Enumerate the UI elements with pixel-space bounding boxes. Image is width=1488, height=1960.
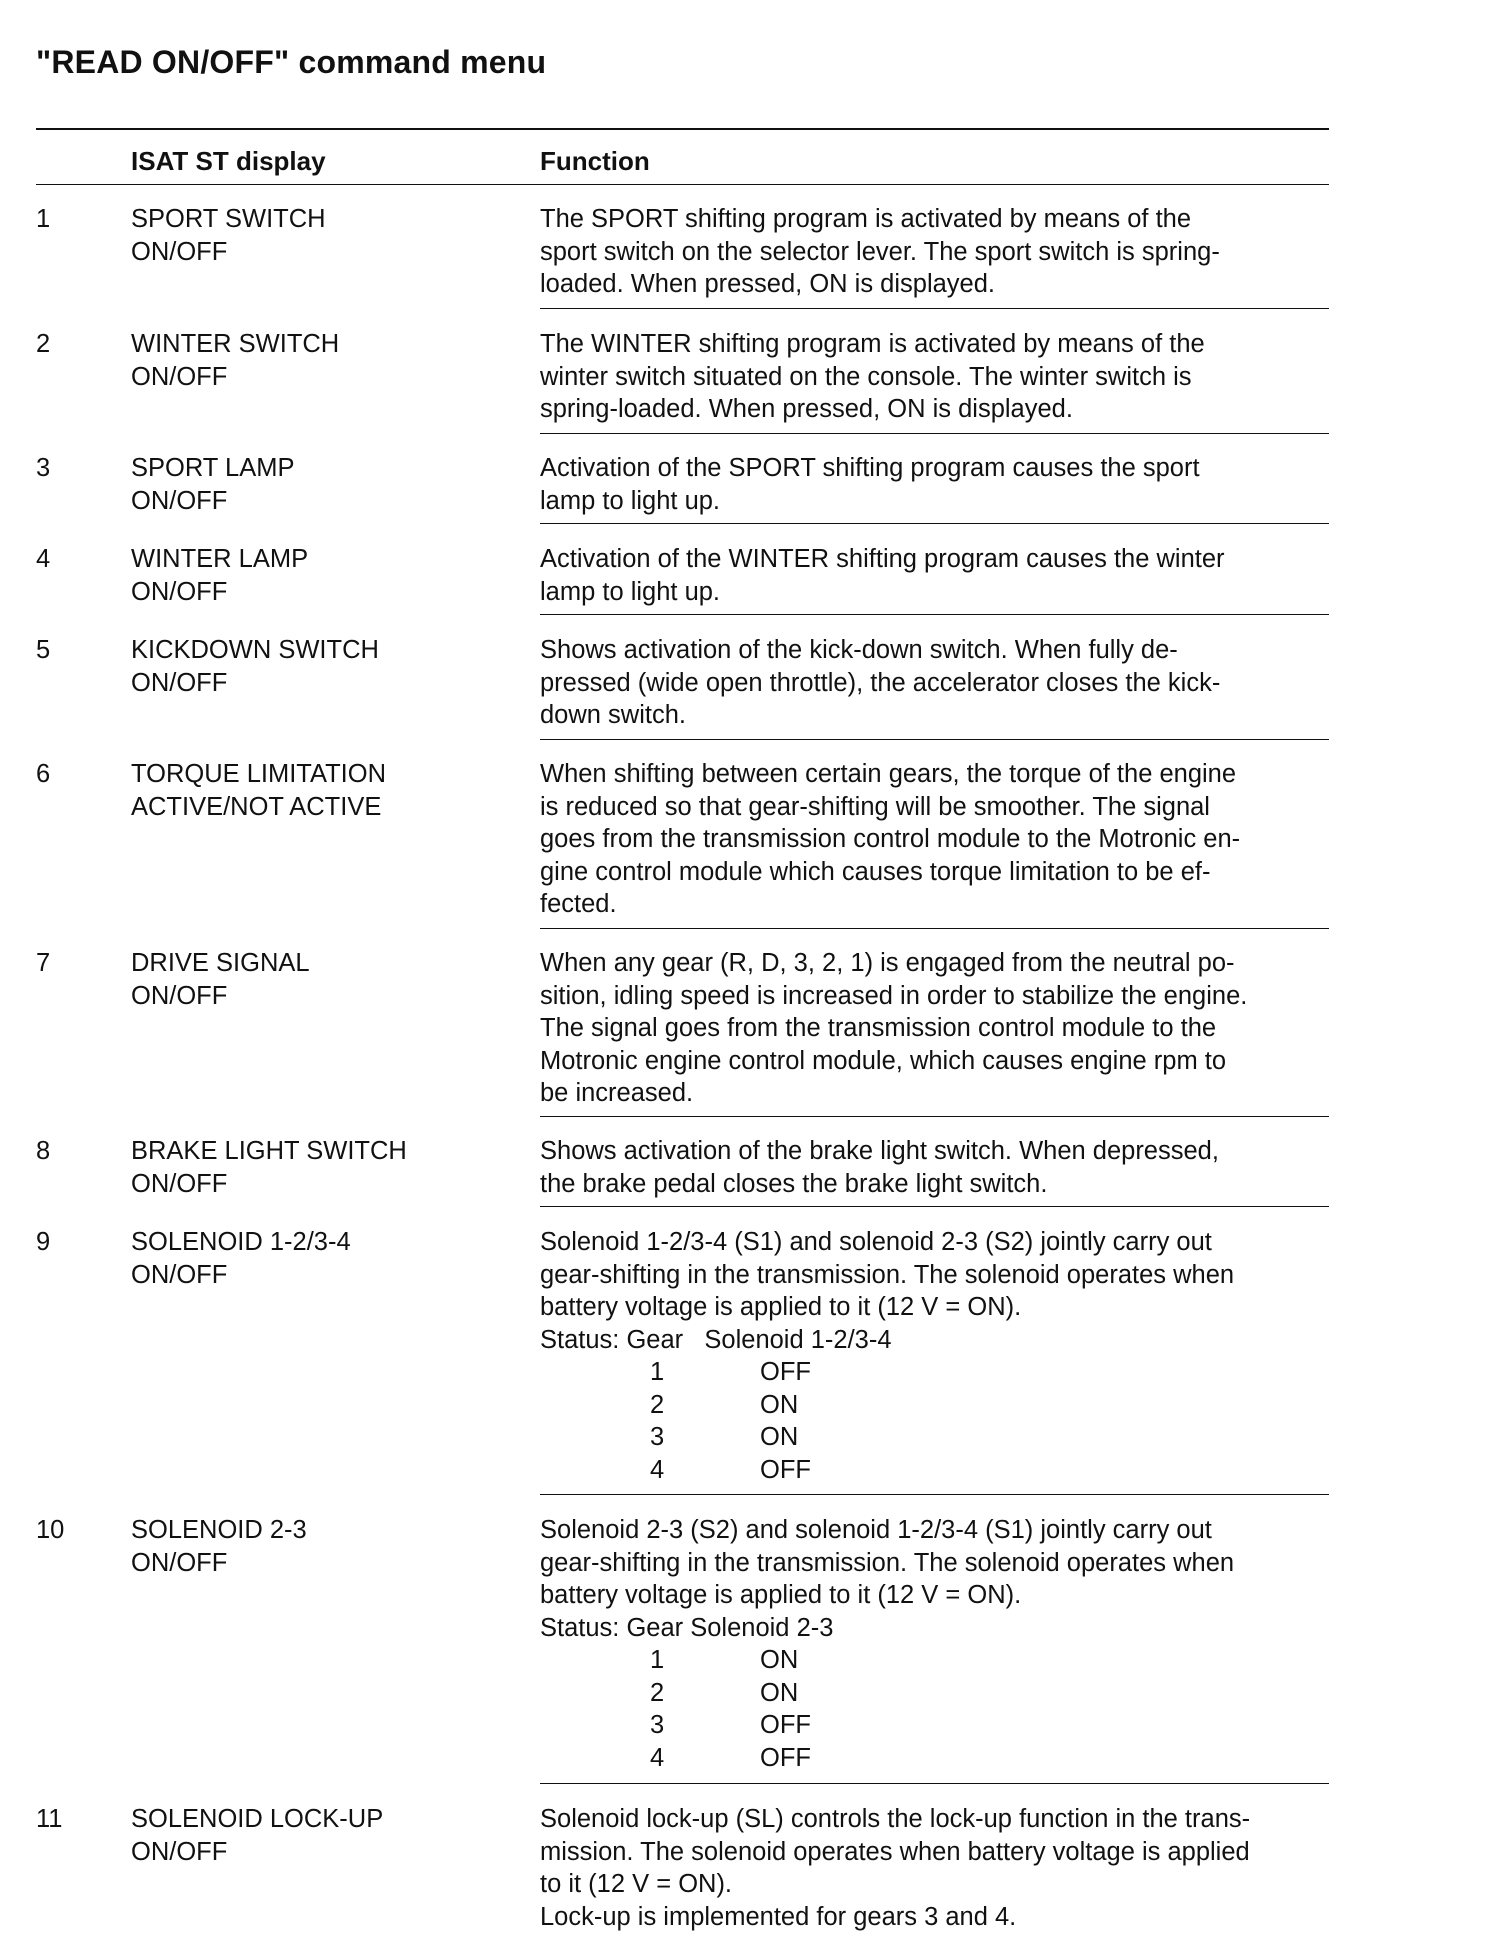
function-description	[540, 543, 1360, 608]
function-line: The WINTER shifting program is activated by means of the	[540, 330, 1205, 358]
function-description	[540, 203, 1360, 301]
function-line: down switch.	[540, 701, 686, 729]
gear-number: 1	[650, 1646, 665, 1674]
function-line: sition, idling speed is increased in order to stabilize the engine.	[540, 981, 1248, 1010]
function-description	[540, 1803, 1360, 1933]
solenoid-state: ON	[760, 1390, 799, 1419]
row-number: 2	[36, 330, 51, 358]
function-line: The SPORT shifting program is activated by means of the	[540, 205, 1192, 233]
row-separator	[540, 739, 1329, 740]
function-line: gear-shifting in the transmission. The solenoid operates when	[540, 1548, 1235, 1577]
function-line: lamp to light up.	[540, 486, 721, 515]
function-line: Activation of the SPORT shifting program causes the sport	[540, 454, 1200, 482]
gear-number: 4	[650, 1743, 665, 1772]
solenoid-state: ON	[760, 1646, 799, 1674]
row-number: 5	[36, 636, 51, 664]
isat-display-value: WINTER SWITCH ON/OFF	[131, 330, 340, 391]
row-number: 10	[36, 1516, 65, 1544]
function-line: mission. The solenoid operates when battery voltage is applied	[540, 1837, 1250, 1866]
solenoid-state: ON	[760, 1423, 799, 1451]
function-line: When shifting between certain gears, the torque of the engine	[540, 760, 1237, 788]
solenoid-state: OFF	[760, 1455, 811, 1484]
function-line: is reduced so that gear-shifting will be smoother. The signal	[540, 792, 1210, 821]
function-description	[540, 947, 1360, 1110]
function-line: the brake pedal closes the brake light switch.	[540, 1169, 1048, 1198]
isat-display-value: KICKDOWN SWITCH ON/OFF	[131, 636, 379, 697]
function-line: battery voltage is applied to it (12 V = ON).	[540, 1581, 1022, 1609]
solenoid-state: OFF	[760, 1358, 811, 1386]
row-number: 3	[36, 454, 51, 482]
row-separator	[540, 1116, 1329, 1117]
function-description	[540, 1514, 1360, 1774]
function-line: Solenoid 1-2/3-4 (S1) and solenoid 2-3 (S2) jointly carry out	[540, 1228, 1212, 1256]
row-number: 4	[36, 545, 51, 573]
function-line: goes from the transmission control module to the Motronic en-	[540, 825, 1241, 853]
solenoid-state: OFF	[760, 1711, 811, 1739]
function-line: The signal goes from the transmission control module to the	[540, 1014, 1217, 1042]
gear-status-row	[540, 1454, 1360, 1487]
function-description	[540, 328, 1360, 426]
function-description	[540, 1226, 1360, 1486]
gear-number: 1	[650, 1358, 665, 1386]
gear-status-table	[540, 1356, 1360, 1486]
row-number: 7	[36, 949, 51, 977]
status-heading: Status: Gear Solenoid 1-2/3-4	[540, 1325, 892, 1354]
row-separator	[540, 433, 1329, 434]
row-separator	[540, 308, 1329, 309]
isat-display-value: TORQUE LIMITATION ACTIVE/NOT ACTIVE	[131, 760, 387, 821]
function-line: Lock-up is implemented for gears 3 and 4.	[540, 1902, 1017, 1931]
row-separator	[540, 614, 1329, 615]
column-header-function: Function	[540, 146, 650, 176]
solenoid-state: OFF	[760, 1743, 811, 1772]
function-line: pressed (wide open throttle), the accelerator closes the kick-	[540, 668, 1221, 697]
gear-number: 2	[650, 1678, 665, 1707]
gear-status-row	[540, 1742, 1360, 1775]
gear-number: 3	[650, 1711, 665, 1739]
column-header-display: ISAT ST display	[131, 146, 326, 176]
isat-display-value: SOLENOID 1-2/3-4 ON/OFF	[131, 1228, 351, 1289]
row-separator	[540, 1494, 1329, 1495]
isat-display-value: SPORT LAMP ON/OFF	[131, 454, 295, 515]
gear-number: 3	[650, 1423, 665, 1451]
function-line: Solenoid lock-up (SL) controls the lock-up function in the trans-	[540, 1805, 1251, 1833]
row-number: 9	[36, 1228, 51, 1256]
function-line: gear-shifting in the transmission. The solenoid operates when	[540, 1260, 1235, 1289]
function-line: Activation of the WINTER shifting program causes the winter	[540, 545, 1225, 573]
row-separator	[540, 1206, 1329, 1207]
function-line: loaded. When pressed, ON is displayed.	[540, 270, 995, 298]
function-line: winter switch situated on the console. The winter switch is	[540, 362, 1192, 391]
isat-display-value: DRIVE SIGNAL ON/OFF	[131, 949, 310, 1010]
function-line: to it (12 V = ON).	[540, 1870, 733, 1898]
solenoid-state: ON	[760, 1678, 799, 1707]
gear-status-row	[540, 1356, 1360, 1389]
row-number: 11	[36, 1805, 63, 1833]
function-line: spring-loaded. When pressed, ON is displayed.	[540, 395, 1073, 423]
gear-status-row	[540, 1677, 1360, 1710]
function-line: fected.	[540, 890, 617, 918]
function-line: lamp to light up.	[540, 577, 721, 606]
function-description	[540, 758, 1360, 921]
row-number: 1	[36, 205, 51, 233]
gear-status-row	[540, 1421, 1360, 1454]
gear-number: 2	[650, 1390, 665, 1419]
isat-display-value: BRAKE LIGHT SWITCH ON/OFF	[131, 1137, 407, 1198]
gear-status-row	[540, 1709, 1360, 1742]
isat-display-value: WINTER LAMP ON/OFF	[131, 545, 309, 606]
gear-status-row	[540, 1389, 1360, 1422]
page-title: "READ ON/OFF" command menu	[36, 44, 547, 80]
gear-status-row	[540, 1644, 1360, 1677]
function-line: be increased.	[540, 1079, 694, 1107]
function-line: Shows activation of the kick-down switch. When fully de-	[540, 636, 1178, 664]
row-separator	[540, 1783, 1329, 1784]
function-description	[540, 1135, 1360, 1200]
function-line: sport switch on the selector lever. The sport switch is spring-	[540, 237, 1220, 266]
isat-display-value: SOLENOID 2-3 ON/OFF	[131, 1516, 307, 1577]
gear-number: 4	[650, 1455, 665, 1484]
function-line: When any gear (R, D, 3, 2, 1) is engaged from the neutral po-	[540, 949, 1235, 977]
row-number: 8	[36, 1137, 51, 1165]
function-line: Solenoid 2-3 (S2) and solenoid 1-2/3-4 (S1) jointly carry out	[540, 1516, 1212, 1544]
isat-display-value: SOLENOID LOCK-UP ON/OFF	[131, 1805, 384, 1866]
row-separator	[540, 523, 1329, 524]
function-line: Motronic engine control module, which causes engine rpm to	[540, 1046, 1227, 1075]
function-description	[540, 452, 1360, 517]
function-line: battery voltage is applied to it (12 V = ON).	[540, 1293, 1022, 1321]
gear-status-table	[540, 1644, 1360, 1774]
function-line: gine control module which causes torque limitation to be ef-	[540, 857, 1211, 886]
status-heading: Status: Gear Solenoid 2-3	[540, 1613, 834, 1642]
isat-display-value: SPORT SWITCH ON/OFF	[131, 205, 326, 266]
function-description	[540, 634, 1360, 732]
function-line: Shows activation of the brake light switch. When depressed,	[540, 1137, 1219, 1165]
row-separator	[540, 928, 1329, 929]
row-number: 6	[36, 760, 51, 788]
